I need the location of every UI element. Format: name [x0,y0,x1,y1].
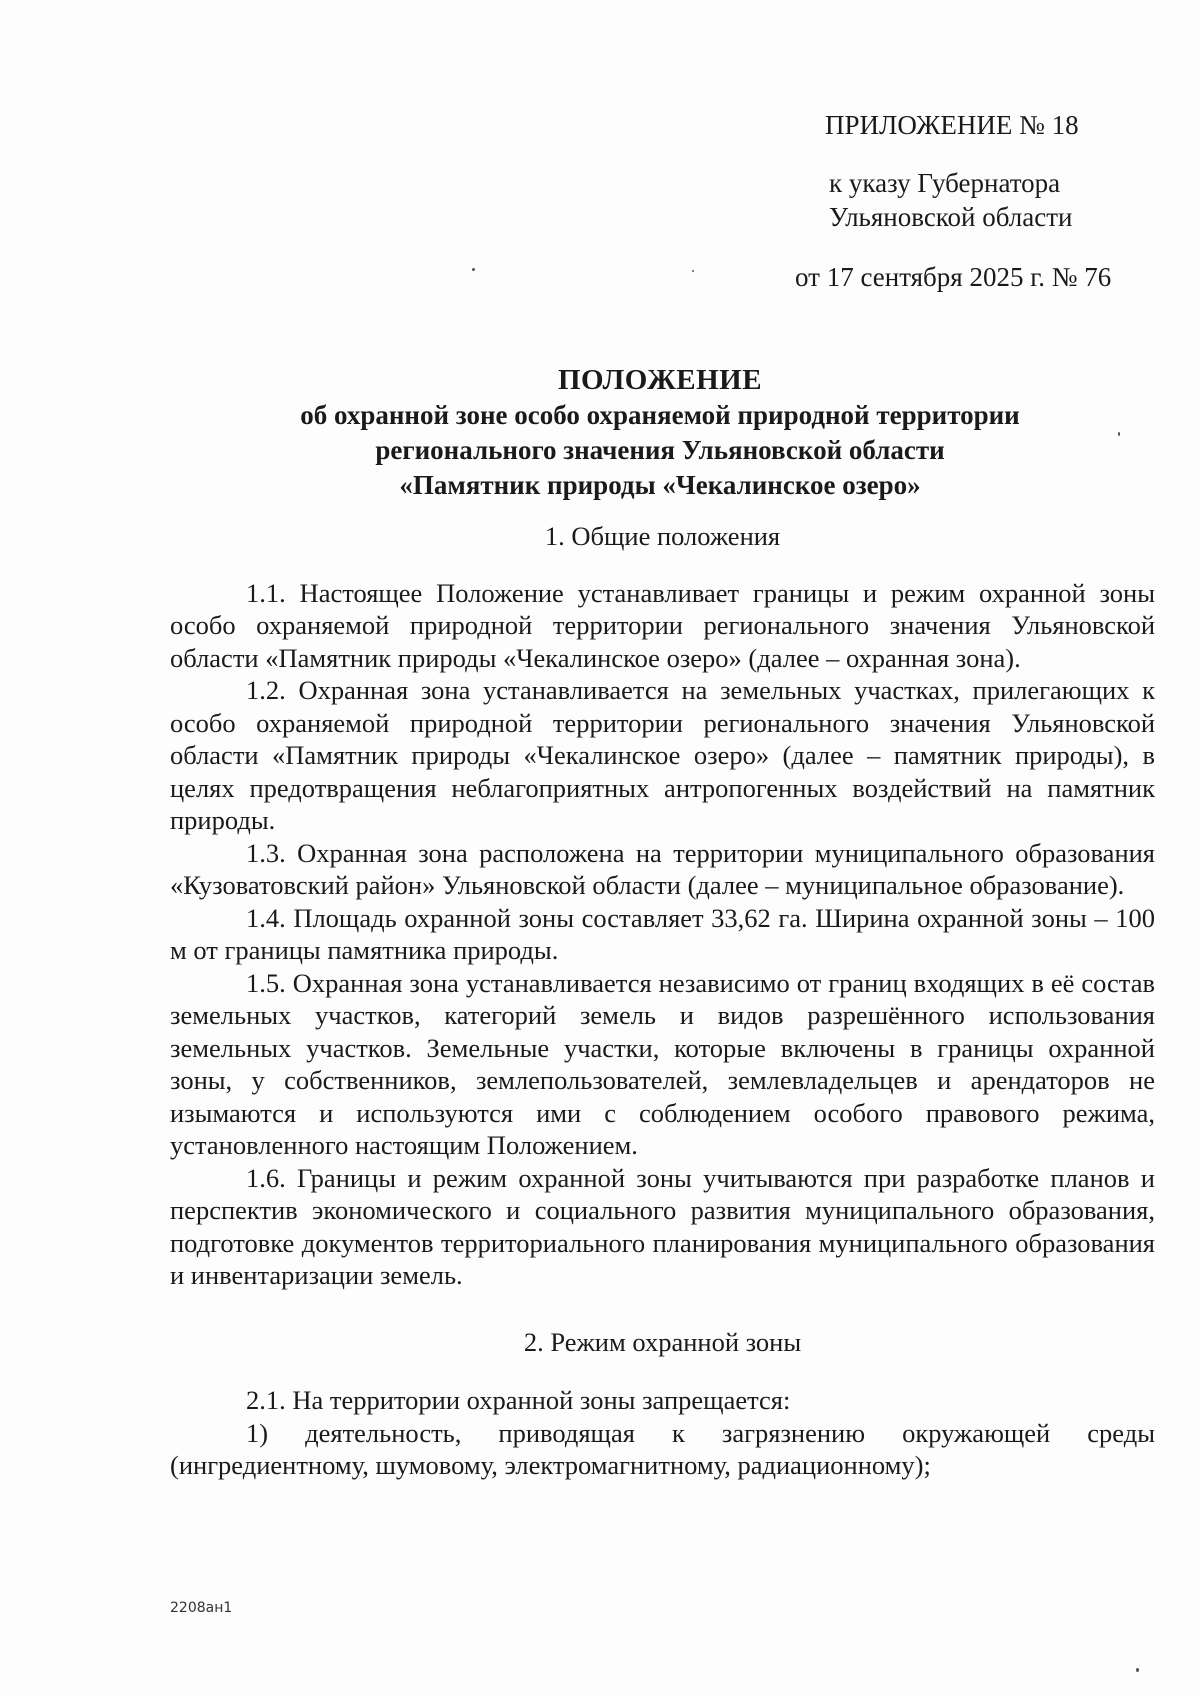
document-header [170,362,1150,503]
section-heading: 2. Режим охранной зоны [523,1326,802,1357]
document-body [170,520,1155,1482]
paragraph: 2.1. На территории охранной зоны запрещается: [246,1385,791,1415]
document-subtitle-line: об охранной зоне особо охраняемой природной территории [300,400,1020,430]
paragraph: 1.4. Площадь охранной зоны составляет 33,62 га. Ширина охранной зоны – 100 м от границы памятника природы. [170,902,1155,965]
paragraph: 1.3. Охранная зона расположена на территории муниципального образования «Кузоватовский район» Ульяновской области (далее – муниципальное образование). [170,837,1155,900]
appendix-date: от 17 сентября 2025 г. № 76 [795,262,1112,292]
scan-speck [472,268,475,271]
paragraph: 1.2. Охранная зона устанавливается на земельных участках, прилегающих к особо охраняемой природной территории регионального значения Ульяновской области «Памятник природы «Чекалинское озеро» (далее – памятник природы), в целях предотвращения неблагоприятных антропогенных воздействий на памятник природы. [170,675,1155,835]
appendix-reference-line-1: к указу Губернатора [829,168,1061,198]
scan-speck [692,270,694,272]
paragraph: 1.1. Настоящее Положение устанавливает границы и режим охранной зоны особо охраняемой природной территории регионального значения Ульяновской области «Памятник природы «Чекалинское озеро» (далее – охранная зона). [170,577,1155,673]
appendix-title: ПРИЛОЖЕНИЕ № 18 [825,110,1079,140]
section-heading: 1. Общие положения [544,521,781,551]
document-title: ПОЛОЖЕНИЕ [557,364,763,396]
scan-speck [1136,1668,1139,1672]
paragraph: 1) деятельность, приводящая к загрязнению окружающей среды (ингредиентному, шумовому, электромагнитному, радиационному); [170,1417,1155,1480]
document-code: 2208ан1 [170,1600,233,1616]
paragraph: 1.6. Границы и режим охранной зоны учитываются при разработке планов и перспектив экономического и социального развития муниципального образования, подготовке документов территориального планирования муниципального образования и инвентаризации земель. [170,1162,1155,1290]
document-subtitle-line: регионального значения Ульяновской области [375,435,945,465]
document-subtitle-line: «Памятник природы «Чекалинское озеро» [399,470,921,500]
appendix-reference-line-2: Ульяновской области [829,202,1073,232]
scan-speck [1118,432,1120,436]
paragraph: 1.5. Охранная зона устанавливается независимо от границ входящих в её состав земельных участков, категорий земель и видов разрешённого использования земельных участков. Земельные участки, которые включены в границы охранной зоны, у собственников, землепользователей, землевладельцев и арендаторов не изымаются и используются ими с соблюдением особого правового режима, установленного настоящим Положением. [170,967,1155,1160]
appendix-block [795,108,1155,294]
